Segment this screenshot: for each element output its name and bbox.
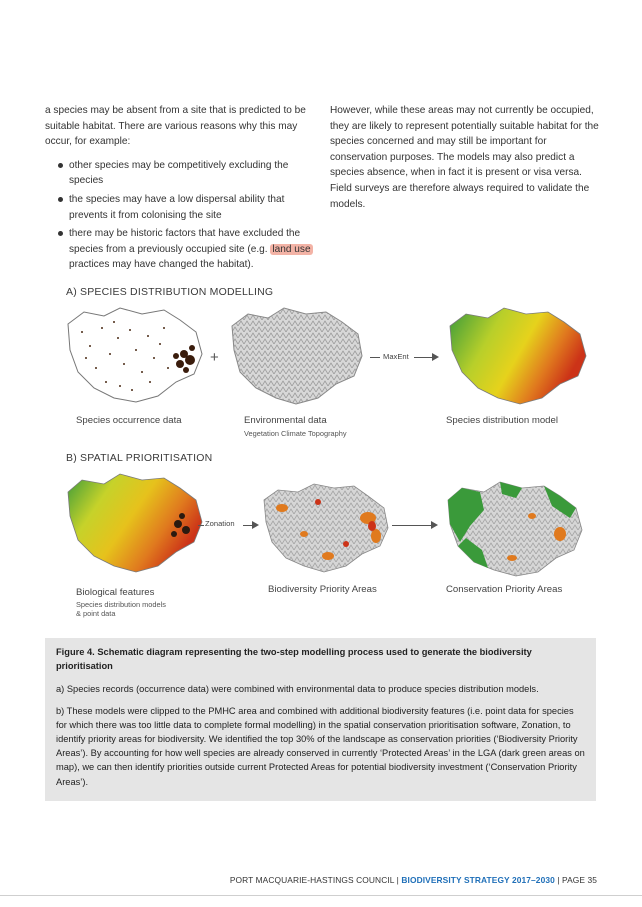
zonation-label: Zonation <box>205 519 235 528</box>
footer-text <box>230 875 597 885</box>
occurrence-map <box>60 302 210 412</box>
bullet-icon <box>58 197 63 202</box>
list-item: there may be historic factors that have excluded the species from a previously occupied site (e.g. land use practices may have changed the habitat). <box>45 226 317 273</box>
distribution-model-map <box>442 302 592 412</box>
right-paragraph: However, while these areas may not currently be occupied, they are likely to represent potentially suitable habitat for the species concerned and may still be important for conservation purposes. The models may also predict a species absence, when in fact it is present or visa versa. Field surveys are therefore always required to validate the models. <box>330 105 599 210</box>
biodiversity-priority-map <box>258 478 392 580</box>
list-item: the species may have a low dispersal ability that prevents it from colonising the site <box>45 192 317 223</box>
left-intro: a species may be absent from a site that is predicted to be suitable habitat. There are various reasons why this may occur, for example: <box>45 105 306 148</box>
section-b-title: B) SPATIAL PRIORITISATION <box>66 452 213 464</box>
biological-features-map <box>60 468 208 580</box>
figure-caption-para-b: b) These models were clipped to the PMHC area and combined with additional biodiversity features (i.e. point data for species for which there was too little data to complete formal modelling) in the spatial conservation prioritisation software, Zonation, to identify priority areas for biodiversity. We identified the top 30% of the landscape as conservation priorities (‘Biodiversity Priority Areas’). By accounting for how well species are already conserved in currently ‘Protected Areas’ in the LGA (dark green areas on map), we can then identify priorities outside current Protected Areas for potential biodiversity investment (‘Conservation Priority Areas’). <box>56 705 585 787</box>
caption-biological-sub-2: & point data <box>76 609 116 618</box>
maxent-arrow-line-right <box>414 357 432 358</box>
caption-conservation: Conservation Priority Areas <box>446 584 563 595</box>
conservation-priority-map <box>440 476 590 582</box>
reasons-list <box>45 158 317 273</box>
plus-sign: + <box>210 349 219 366</box>
right-column <box>330 103 602 212</box>
footer-page-number: PAGE 35 <box>562 875 597 885</box>
caption-biological-sub-1: Species distribution models <box>76 600 166 609</box>
caption-biological: Biological features <box>76 587 155 598</box>
highlighted-term[interactable]: land use <box>272 243 311 255</box>
arrow-right-icon <box>432 353 439 361</box>
caption-model: Species distribution model <box>446 415 558 426</box>
left-column <box>45 103 317 276</box>
bullet-icon <box>58 163 63 168</box>
maxent-label: MaxEnt <box>383 352 409 361</box>
caption-environmental-sub: Vegetation Climate Topography <box>244 429 347 438</box>
footer-council: PORT MACQUARIE-HASTINGS COUNCIL <box>229 875 395 885</box>
zonation-arrow-line-left <box>198 525 204 526</box>
arrow-right-icon <box>431 521 438 529</box>
page-footer <box>0 868 642 896</box>
caption-occurrence: Species occurrence data <box>76 415 182 426</box>
section-a-title: A) SPECIES DISTRIBUTION MODELLING <box>66 286 274 298</box>
caption-biodiversity: Biodiversity Priority Areas <box>268 584 377 595</box>
footer-strategy: BIODIVERSITY STRATEGY 2017–2030 <box>401 875 555 885</box>
list-item: other species may be competitively excluding the species <box>45 158 317 189</box>
footer-separator: | <box>557 875 560 885</box>
caption-environmental: Environmental data <box>244 415 327 426</box>
figure-caption-title: Figure 4. Schematic diagram representing the two-step modelling process used to generate the biodiversity prioritisation <box>56 647 532 672</box>
figure-caption-para-a: a) Species records (occurrence data) were combined with environmental data to produce species distribution models. <box>56 684 539 695</box>
environmental-map <box>226 302 366 412</box>
figure-caption <box>45 638 596 801</box>
maxent-arrow-line-left <box>370 357 380 358</box>
bullet-icon <box>58 231 63 236</box>
footer-rule <box>0 895 642 896</box>
arrow-line <box>392 525 432 526</box>
footer-separator: | <box>396 875 399 885</box>
